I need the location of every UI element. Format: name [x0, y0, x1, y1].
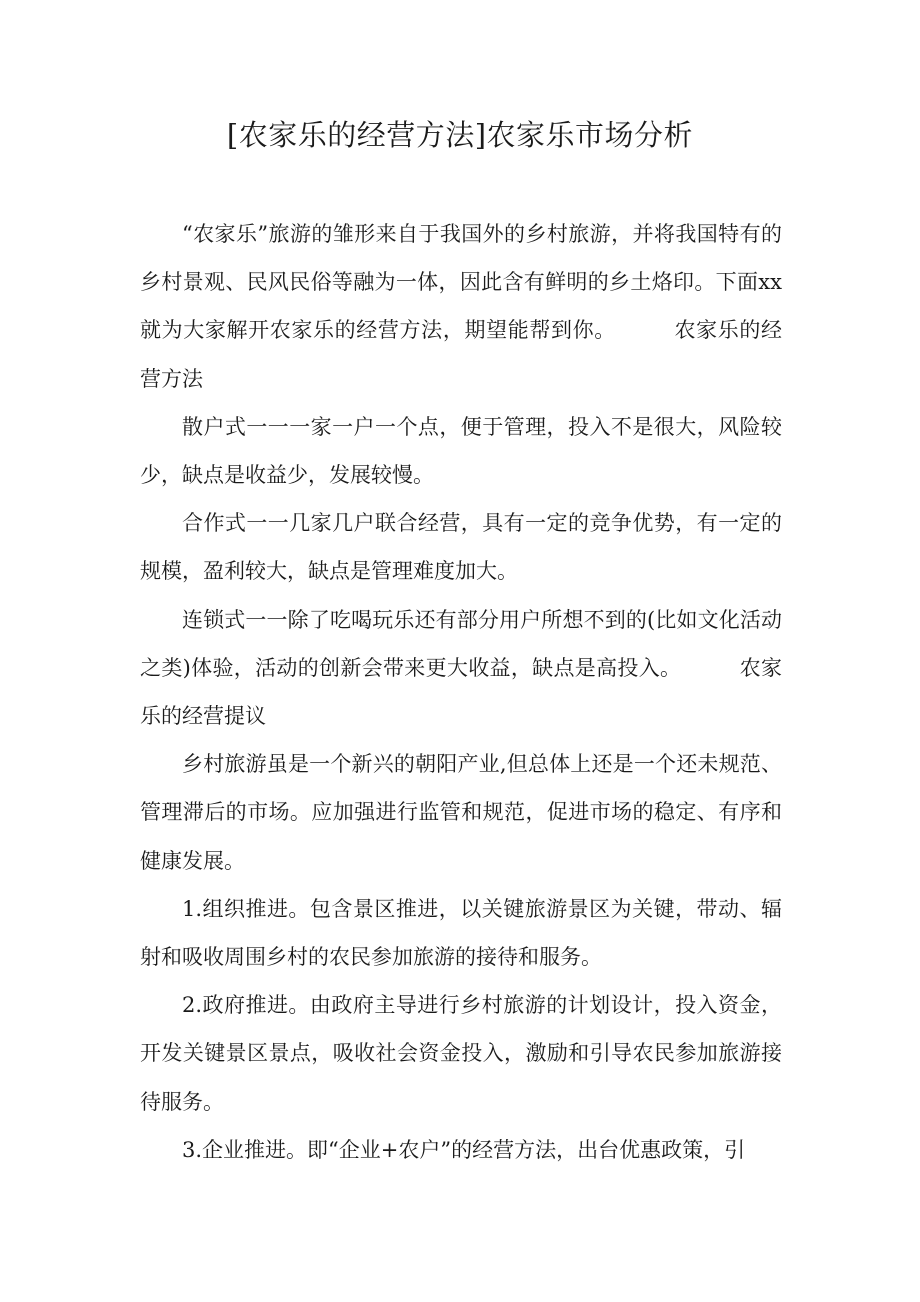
document-body: [140, 210, 782, 1174]
paragraph-text: 3.企业推进。即“企业+农户”的经营方法，出台优惠政策，引: [182, 1137, 746, 1162]
paragraph-text: 乡村旅游虽是一个新兴的朝阳产业,但总体上还是一个还未规范、管理滞后的市场。应加强进行监管和规范，促进市场的稳定、有序和健康发展。: [140, 752, 782, 873]
paragraph-item-1: [140, 885, 782, 981]
paragraph-text: 2.政府推进。由政府主导进行乡村旅游的计划设计，投入资金，开发关键景区景点，吸收社会资金投入，激励和引导农民参加旅游接待服务。: [140, 993, 782, 1114]
section-heading-methods: 农家乐的经营方法: [140, 318, 783, 391]
paragraph-text: 散户式一一一家一户一个点，便于管理，投入不是很大，风险较少，缺点是收益少，发展较慢。: [140, 414, 782, 488]
paragraph-rural-tourism: [140, 740, 782, 885]
paragraph-cooperative: [140, 499, 782, 595]
intro-paragraph: [140, 210, 782, 403]
paragraph-text: 合作式一一几家几户联合经营，具有一定的竞争优势，有一定的规模，盈利较大，缺点是管理难度加大。: [140, 511, 782, 584]
paragraph-text: 1.组织推进。包含景区推进，以关键旅游景区为关键，带动、辐射和吸收周围乡村的农民参加旅游的接待和服务。: [140, 896, 782, 970]
paragraph-text: “农家乐”旅游的雏形来自于我国外的乡村旅游，并将我国特有的乡村景观、民风民俗等融为一体，因此含有鲜明的乡土烙印。下面xx就为大家解开农家乐的经营方法，期望能帮到你。: [140, 222, 782, 343]
paragraph-text: 连锁式一一除了吃喝玩乐还有部分用户所想不到的(比如文化活动之类)体验，活动的创新会带来更大收益，缺点是高投入。: [140, 607, 782, 680]
paragraph-scattered: [140, 403, 782, 499]
paragraph-item-3: [140, 1126, 782, 1174]
paragraph-chain: [140, 596, 782, 741]
section-heading-suggestions: 农家乐的经营提议: [140, 655, 782, 729]
document-title: [农家乐的经营方法]农家乐市场分析: [226, 118, 694, 152]
paragraph-item-2: [140, 981, 782, 1126]
